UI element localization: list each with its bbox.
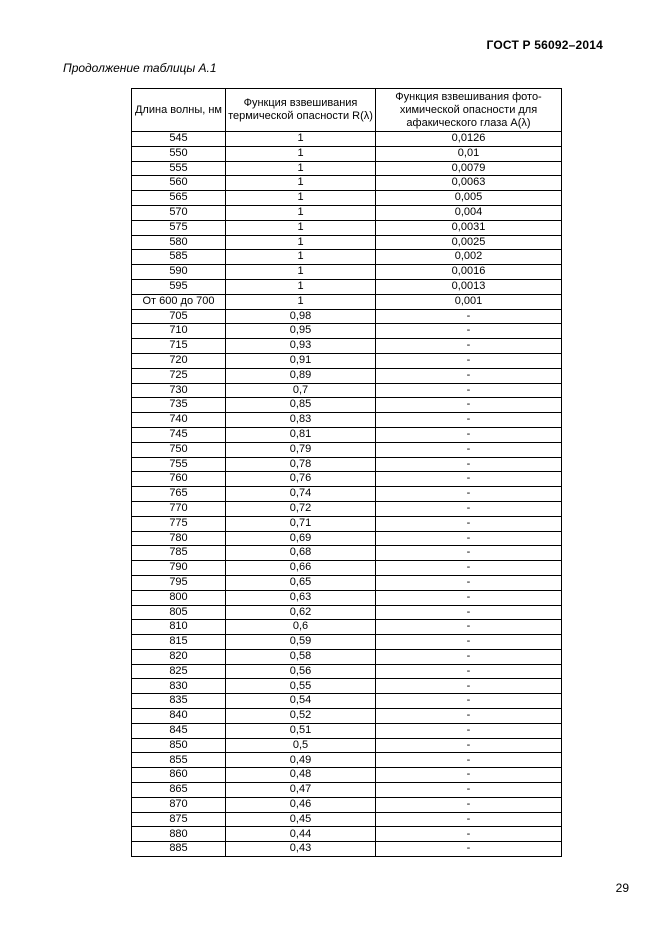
cell-thermal-value: 0,95 (226, 324, 376, 339)
cell-wavelength: 585 (132, 250, 226, 265)
table-row (132, 738, 562, 753)
cell-wavelength: 710 (132, 324, 226, 339)
cell-photochemical-value: 0,0063 (376, 176, 562, 191)
table-row (132, 220, 562, 235)
cell-wavelength: 550 (132, 146, 226, 161)
cell-thermal-value: 0,72 (226, 501, 376, 516)
cell-wavelength: 845 (132, 723, 226, 738)
cell-wavelength: 810 (132, 620, 226, 635)
cell-thermal-value: 1 (226, 220, 376, 235)
cell-photochemical-value: - (376, 413, 562, 428)
cell-photochemical-value: - (376, 605, 562, 620)
cell-photochemical-value: - (376, 768, 562, 783)
table-row (132, 620, 562, 635)
cell-photochemical-value: 0,0016 (376, 265, 562, 280)
cell-thermal-value: 0,5 (226, 738, 376, 753)
cell-thermal-value: 1 (226, 176, 376, 191)
table-row (132, 294, 562, 309)
cell-photochemical-value: - (376, 487, 562, 502)
cell-wavelength: 775 (132, 516, 226, 531)
table-row (132, 546, 562, 561)
cell-wavelength: 830 (132, 679, 226, 694)
cell-thermal-value: 0,6 (226, 620, 376, 635)
cell-wavelength: 715 (132, 339, 226, 354)
cell-photochemical-value: - (376, 324, 562, 339)
cell-thermal-value: 1 (226, 279, 376, 294)
cell-thermal-value: 0,79 (226, 442, 376, 457)
table-row (132, 709, 562, 724)
table-row (132, 250, 562, 265)
table-row (132, 309, 562, 324)
table-row (132, 427, 562, 442)
cell-thermal-value: 0,74 (226, 487, 376, 502)
cell-photochemical-value: 0,01 (376, 146, 562, 161)
cell-photochemical-value: 0,0025 (376, 235, 562, 250)
cell-photochemical-value: - (376, 590, 562, 605)
cell-thermal-value: 0,78 (226, 457, 376, 472)
cell-photochemical-value: - (376, 339, 562, 354)
cell-thermal-value: 0,83 (226, 413, 376, 428)
cell-photochemical-value: - (376, 427, 562, 442)
column-header-wavelength: Длина волны, нм (132, 89, 226, 132)
cell-wavelength: 560 (132, 176, 226, 191)
cell-thermal-value: 0,65 (226, 575, 376, 590)
cell-wavelength: 725 (132, 368, 226, 383)
cell-photochemical-value: - (376, 516, 562, 531)
cell-photochemical-value: - (376, 753, 562, 768)
table-row (132, 768, 562, 783)
cell-thermal-value: 1 (226, 132, 376, 147)
document-id: ГОСТ Р 56092–2014 (486, 38, 603, 52)
cell-photochemical-value: - (376, 664, 562, 679)
cell-wavelength: 800 (132, 590, 226, 605)
table-row (132, 161, 562, 176)
cell-wavelength: 795 (132, 575, 226, 590)
cell-photochemical-value: - (376, 575, 562, 590)
table-row (132, 783, 562, 798)
cell-wavelength: 835 (132, 694, 226, 709)
cell-photochemical-value: - (376, 649, 562, 664)
cell-wavelength: 885 (132, 842, 226, 857)
cell-photochemical-value: 0,001 (376, 294, 562, 309)
cell-photochemical-value: - (376, 635, 562, 650)
cell-photochemical-value: 0,0031 (376, 220, 562, 235)
cell-thermal-value: 0,66 (226, 561, 376, 576)
cell-thermal-value: 0,54 (226, 694, 376, 709)
table-row (132, 827, 562, 842)
cell-photochemical-value: - (376, 398, 562, 413)
cell-thermal-value: 1 (226, 191, 376, 206)
cell-photochemical-value: - (376, 368, 562, 383)
cell-wavelength: 855 (132, 753, 226, 768)
cell-thermal-value: 0,85 (226, 398, 376, 413)
table-row (132, 472, 562, 487)
cell-photochemical-value: - (376, 457, 562, 472)
table-caption: Продолжение таблицы А.1 (63, 61, 217, 75)
cell-photochemical-value: 0,004 (376, 205, 562, 220)
table-row (132, 457, 562, 472)
cell-thermal-value: 0,48 (226, 768, 376, 783)
cell-thermal-value: 1 (226, 146, 376, 161)
cell-wavelength: 870 (132, 797, 226, 812)
cell-wavelength: 755 (132, 457, 226, 472)
cell-thermal-value: 0,44 (226, 827, 376, 842)
table-row (132, 442, 562, 457)
table-row (132, 531, 562, 546)
cell-thermal-value: 0,43 (226, 842, 376, 857)
table-row (132, 191, 562, 206)
cell-wavelength: 570 (132, 205, 226, 220)
cell-wavelength: 750 (132, 442, 226, 457)
cell-photochemical-value: - (376, 472, 562, 487)
table-row (132, 487, 562, 502)
cell-photochemical-value: 0,0126 (376, 132, 562, 147)
cell-wavelength: 575 (132, 220, 226, 235)
cell-wavelength: 770 (132, 501, 226, 516)
cell-thermal-value: 1 (226, 250, 376, 265)
table-row (132, 635, 562, 650)
table-row (132, 575, 562, 590)
table-row (132, 501, 562, 516)
cell-photochemical-value: - (376, 812, 562, 827)
cell-thermal-value: 0,51 (226, 723, 376, 738)
cell-thermal-value: 1 (226, 235, 376, 250)
cell-photochemical-value: - (376, 709, 562, 724)
cell-thermal-value: 0,98 (226, 309, 376, 324)
table-row (132, 353, 562, 368)
cell-wavelength: 815 (132, 635, 226, 650)
cell-thermal-value: 0,81 (226, 427, 376, 442)
cell-photochemical-value: - (376, 679, 562, 694)
table-row (132, 368, 562, 383)
cell-wavelength: 745 (132, 427, 226, 442)
cell-wavelength: 705 (132, 309, 226, 324)
cell-wavelength: 785 (132, 546, 226, 561)
cell-photochemical-value: - (376, 797, 562, 812)
cell-wavelength: 760 (132, 472, 226, 487)
table-row (132, 398, 562, 413)
cell-thermal-value: 0,56 (226, 664, 376, 679)
cell-thermal-value: 0,7 (226, 383, 376, 398)
cell-photochemical-value: - (376, 531, 562, 546)
cell-wavelength: 580 (132, 235, 226, 250)
table-row (132, 265, 562, 280)
cell-photochemical-value: - (376, 827, 562, 842)
cell-photochemical-value: 0,002 (376, 250, 562, 265)
cell-wavelength: 825 (132, 664, 226, 679)
cell-wavelength: 765 (132, 487, 226, 502)
table-row (132, 664, 562, 679)
cell-thermal-value: 1 (226, 205, 376, 220)
cell-wavelength: 555 (132, 161, 226, 176)
table-row (132, 797, 562, 812)
cell-wavelength: 865 (132, 783, 226, 798)
cell-thermal-value: 0,71 (226, 516, 376, 531)
cell-photochemical-value: - (376, 442, 562, 457)
cell-thermal-value: 0,55 (226, 679, 376, 694)
cell-thermal-value: 0,68 (226, 546, 376, 561)
cell-photochemical-value: - (376, 842, 562, 857)
cell-thermal-value: 0,76 (226, 472, 376, 487)
cell-wavelength: 880 (132, 827, 226, 842)
cell-wavelength: 740 (132, 413, 226, 428)
wavelength-weighting-table (131, 88, 562, 857)
cell-thermal-value: 0,49 (226, 753, 376, 768)
cell-thermal-value: 0,62 (226, 605, 376, 620)
table-row (132, 235, 562, 250)
table-row (132, 279, 562, 294)
cell-wavelength: 545 (132, 132, 226, 147)
cell-wavelength: 720 (132, 353, 226, 368)
cell-photochemical-value: - (376, 309, 562, 324)
cell-wavelength: 780 (132, 531, 226, 546)
cell-photochemical-value: - (376, 353, 562, 368)
table-header-row (132, 89, 562, 132)
table-row (132, 132, 562, 147)
table-row (132, 413, 562, 428)
table-row (132, 324, 562, 339)
table-row (132, 694, 562, 709)
cell-thermal-value: 0,58 (226, 649, 376, 664)
cell-wavelength: 565 (132, 191, 226, 206)
cell-thermal-value: 0,89 (226, 368, 376, 383)
cell-thermal-value: 1 (226, 294, 376, 309)
cell-photochemical-value: - (376, 723, 562, 738)
cell-wavelength: 805 (132, 605, 226, 620)
table-row (132, 753, 562, 768)
cell-wavelength: 860 (132, 768, 226, 783)
table-row (132, 842, 562, 857)
table-row (132, 679, 562, 694)
table-row (132, 649, 562, 664)
cell-wavelength: 820 (132, 649, 226, 664)
cell-thermal-value: 0,91 (226, 353, 376, 368)
table-row (132, 383, 562, 398)
table-row (132, 561, 562, 576)
cell-thermal-value: 0,45 (226, 812, 376, 827)
table-row (132, 812, 562, 827)
table-row (132, 723, 562, 738)
cell-wavelength: 730 (132, 383, 226, 398)
cell-wavelength: 790 (132, 561, 226, 576)
cell-photochemical-value: - (376, 383, 562, 398)
column-header-photochemical-hazard: Функция взвешивания фото-химической опасности для афакического глаза A(λ) (376, 89, 562, 132)
table-row (132, 516, 562, 531)
cell-photochemical-value: - (376, 783, 562, 798)
table-row (132, 590, 562, 605)
cell-photochemical-value: - (376, 620, 562, 635)
cell-photochemical-value: 0,0013 (376, 279, 562, 294)
cell-photochemical-value: 0,005 (376, 191, 562, 206)
cell-thermal-value: 0,47 (226, 783, 376, 798)
cell-thermal-value: 0,63 (226, 590, 376, 605)
cell-thermal-value: 1 (226, 161, 376, 176)
cell-thermal-value: 0,46 (226, 797, 376, 812)
cell-photochemical-value: 0,0079 (376, 161, 562, 176)
cell-photochemical-value: - (376, 694, 562, 709)
table-row (132, 605, 562, 620)
cell-photochemical-value: - (376, 501, 562, 516)
table-row (132, 205, 562, 220)
cell-wavelength: 840 (132, 709, 226, 724)
table-body (132, 132, 562, 857)
cell-thermal-value: 0,69 (226, 531, 376, 546)
cell-wavelength: 590 (132, 265, 226, 280)
cell-thermal-value: 0,93 (226, 339, 376, 354)
cell-photochemical-value: - (376, 546, 562, 561)
column-header-thermal-hazard: Функция взвешивания термической опасности R(λ) (226, 89, 376, 132)
cell-wavelength: 850 (132, 738, 226, 753)
cell-wavelength: 875 (132, 812, 226, 827)
cell-thermal-value: 0,52 (226, 709, 376, 724)
table-row (132, 146, 562, 161)
cell-wavelength: 735 (132, 398, 226, 413)
cell-photochemical-value: - (376, 561, 562, 576)
cell-wavelength: От 600 до 700 (132, 294, 226, 309)
page-number: 29 (615, 881, 629, 895)
cell-thermal-value: 1 (226, 265, 376, 280)
cell-wavelength: 595 (132, 279, 226, 294)
cell-thermal-value: 0,59 (226, 635, 376, 650)
table-row (132, 339, 562, 354)
cell-photochemical-value: - (376, 738, 562, 753)
table-row (132, 176, 562, 191)
